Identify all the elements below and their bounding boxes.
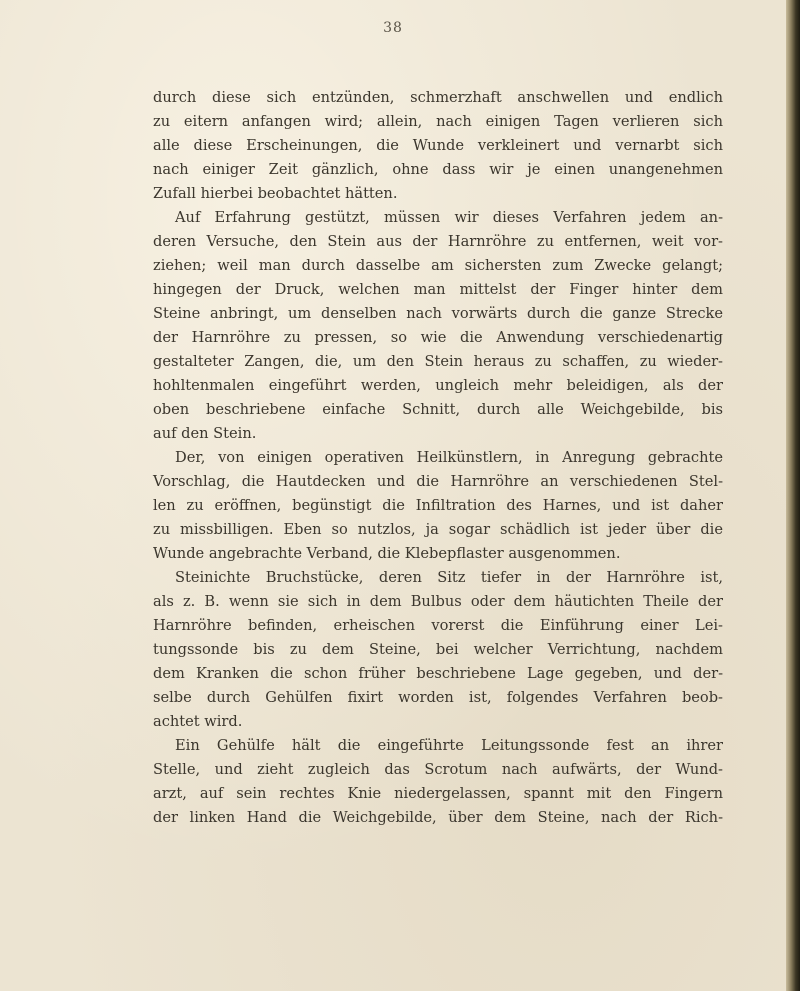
text-line: arzt, auf sein rechtes Knie niedergelassen, spannt mit den Fingern xyxy=(153,785,723,802)
text-line: gestalteter Zangen, die, um den Stein heraus zu schaffen, zu wieder- xyxy=(153,353,723,370)
text-line: als z. B. wenn sie sich in dem Bulbus oder dem häutichten Theile der xyxy=(153,593,723,610)
text-line: alle diese Erscheinungen, die Wunde verkleinert und vernarbt sich xyxy=(153,137,723,154)
text-line: hingegen der Druck, welchen man mittelst der Finger hinter dem xyxy=(153,281,723,298)
text-line: Stelle, und zieht zugleich das Scrotum nach aufwärts, der Wund- xyxy=(153,761,723,778)
text-line: Zufall hierbei beobachtet hätten. xyxy=(153,185,398,202)
text-line: selbe durch Gehülfen fixirt worden ist, folgendes Verfahren beob- xyxy=(153,689,723,706)
text-line: hohltenmalen eingeführt werden, ungleich mehr beleidigen, als der xyxy=(153,377,723,394)
text-line: Der, von einigen operativen Heilkünstlern, in Anregung gebrachte xyxy=(175,449,723,466)
text-line: ziehen; weil man durch dasselbe am sichersten zum Zwecke gelangt; xyxy=(153,257,723,274)
text-line: dem Kranken die schon früher beschriebene Lage gegeben, und der- xyxy=(153,665,723,682)
book-spine-edge xyxy=(786,0,800,991)
text-line: zu eitern anfangen wird; allein, nach einigen Tagen verlieren sich xyxy=(153,113,723,130)
text-line: Vorschlag, die Hautdecken und die Harnröhre an verschiedenen Stel- xyxy=(153,473,723,490)
text-line: nach einiger Zeit gänzlich, ohne dass wir je einen unangenehmen xyxy=(153,161,723,178)
text-line: auf den Stein. xyxy=(153,425,257,442)
text-line: Ein Gehülfe hält die eingeführte Leitungssonde fest an ihrer xyxy=(175,737,723,754)
text-line: len zu eröffnen, begünstigt die Infiltration des Harnes, und ist daher xyxy=(153,497,723,514)
text-line: oben beschriebene einfache Schnitt, durch alle Weichgebilde, bis xyxy=(153,401,723,418)
text-line: der Harnröhre zu pressen, so wie die Anwendung verschiedenartig xyxy=(153,329,723,346)
text-line: Steinichte Bruchstücke, deren Sitz tiefer in der Harnröhre ist, xyxy=(175,569,723,586)
text-line: tungssonde bis zu dem Steine, bei welcher Verrichtung, nachdem xyxy=(153,641,723,658)
text-line: deren Versuche, den Stein aus der Harnröhre zu entfernen, weit vor- xyxy=(153,233,723,250)
body-text xyxy=(153,86,723,830)
text-line: achtet wird. xyxy=(153,713,243,730)
text-line: Wunde angebrachte Verband, die Klebepflaster ausgenommen. xyxy=(153,545,621,562)
text-line: zu missbilligen. Eben so nutzlos, ja sogar schädlich ist jeder über die xyxy=(153,521,723,538)
page-number: 38 xyxy=(383,20,403,36)
text-line: der linken Hand die Weichgebilde, über dem Steine, nach der Rich- xyxy=(153,809,723,826)
text-line: Steine anbringt, um denselben nach vorwärts durch die ganze Strecke xyxy=(153,305,723,322)
text-line: durch diese sich entzünden, schmerzhaft anschwellen und endlich xyxy=(153,89,723,106)
text-line: Harnröhre befinden, erheischen vorerst die Einführung einer Lei- xyxy=(153,617,723,634)
text-line: Auf Erfahrung gestützt, müssen wir dieses Verfahren jedem an- xyxy=(175,209,723,226)
